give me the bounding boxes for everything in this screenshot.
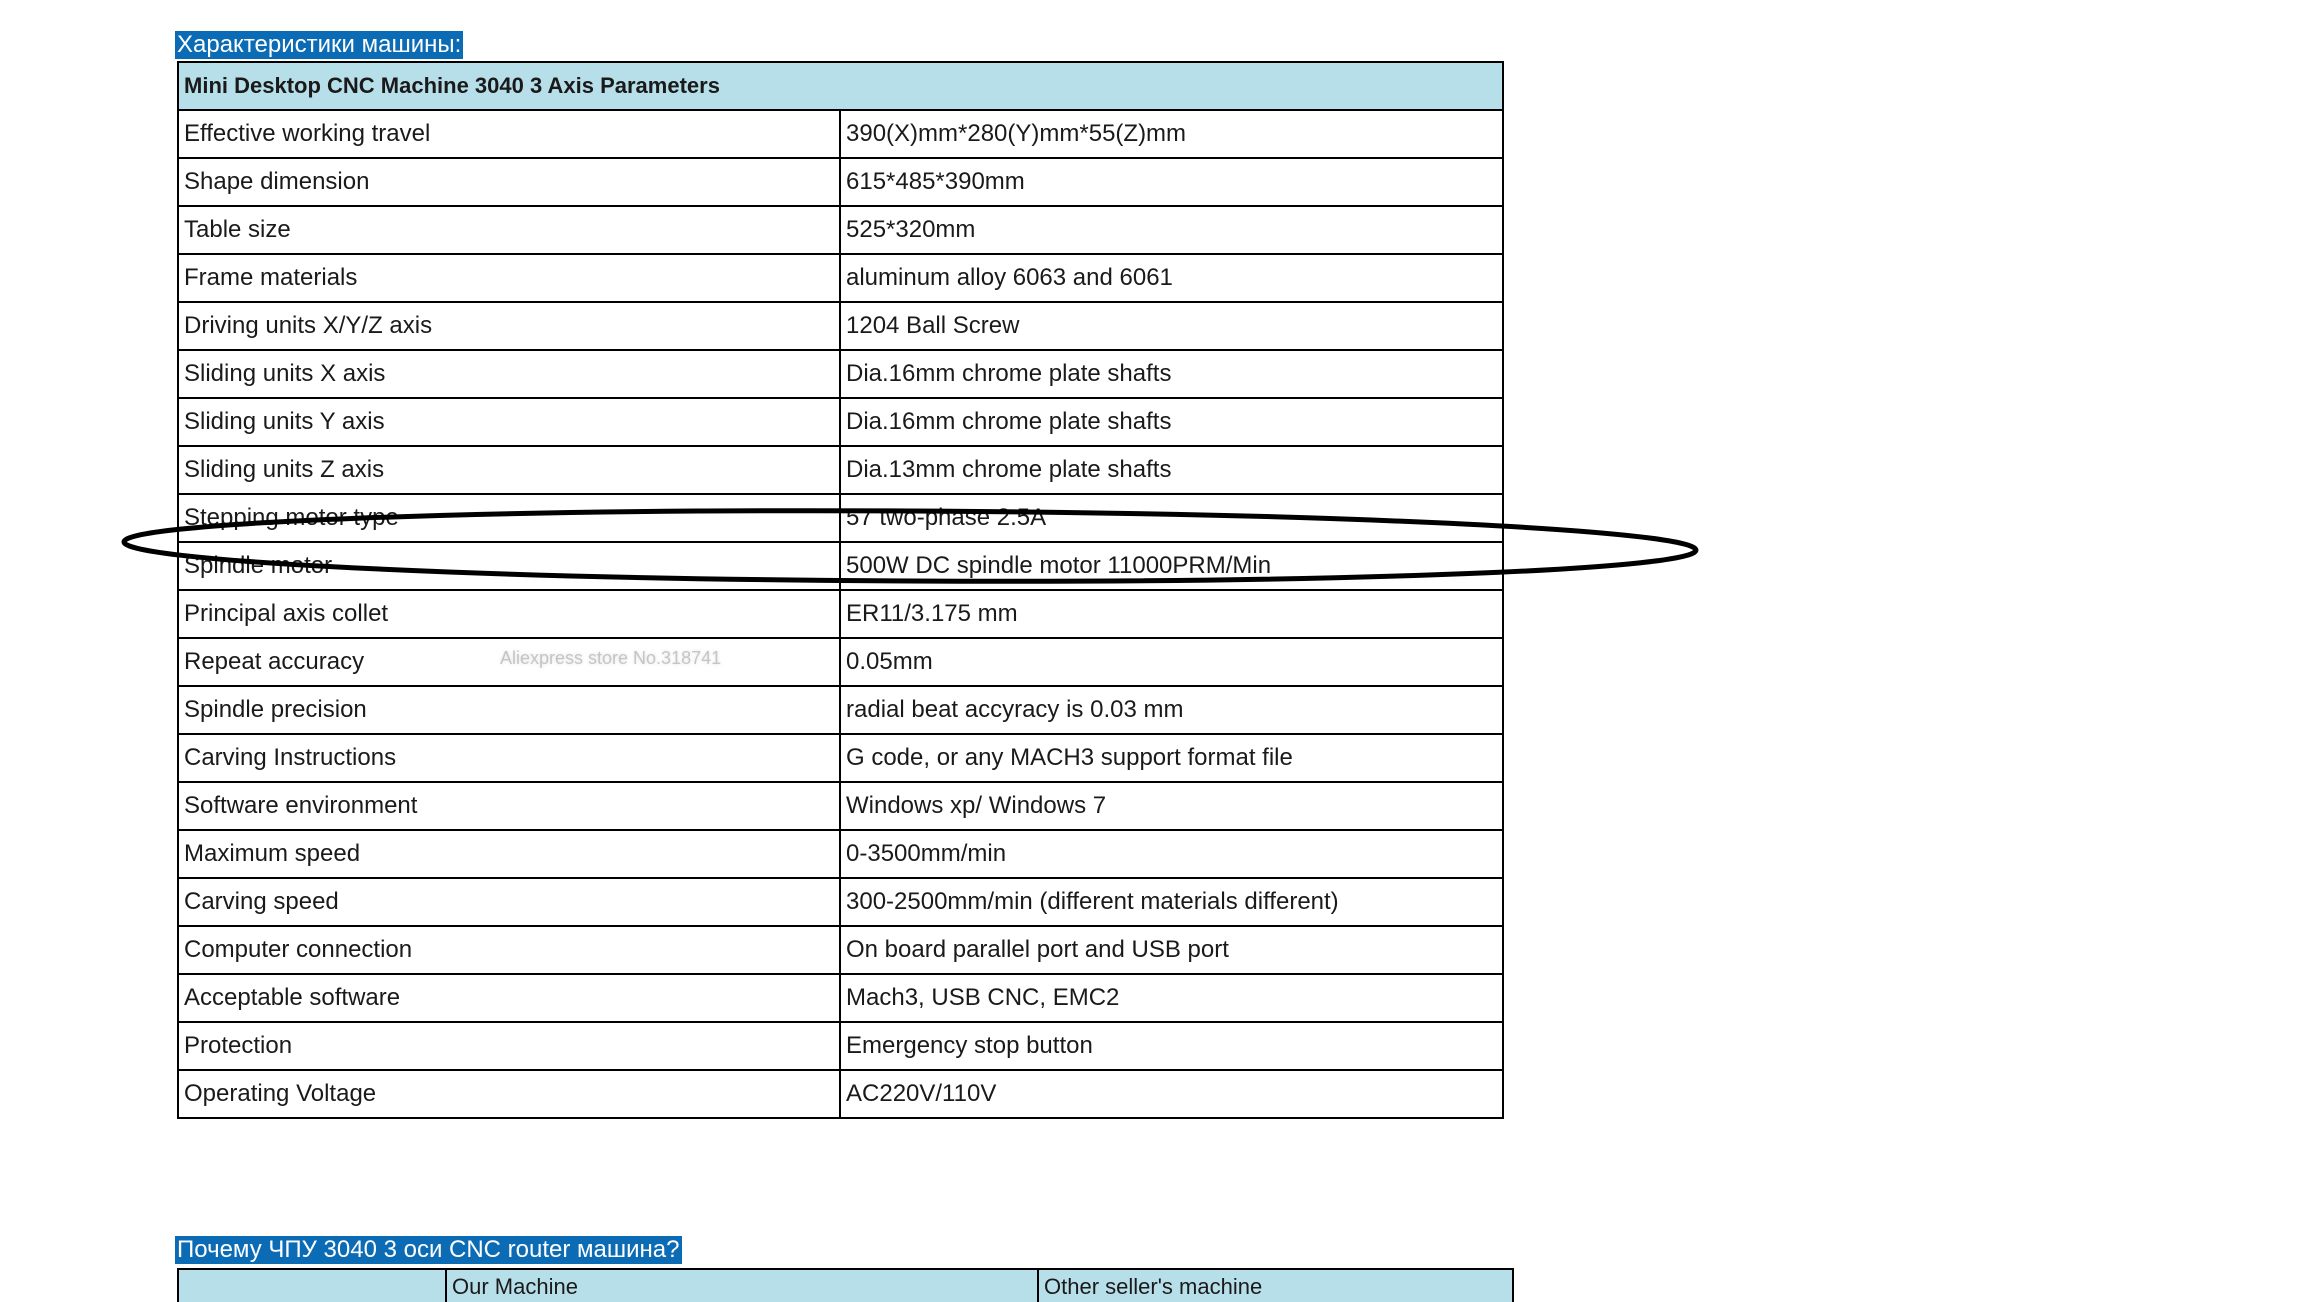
param-label: Acceptable software <box>178 974 840 1022</box>
param-label: Software environment <box>178 782 840 830</box>
table-row <box>178 302 1503 350</box>
comparison-header-our: Our Machine <box>446 1269 1038 1302</box>
table-row <box>178 1022 1503 1070</box>
table-row <box>178 782 1503 830</box>
comparison-table <box>177 1268 1514 1302</box>
param-label: Sliding units Y axis <box>178 398 840 446</box>
param-value: radial beat accyracy is 0.03 mm <box>840 686 1503 734</box>
param-value: 390(X)mm*280(Y)mm*55(Z)mm <box>840 110 1503 158</box>
table-row <box>178 542 1503 590</box>
param-value: Dia.13mm chrome plate shafts <box>840 446 1503 494</box>
param-label: Principal axis collet <box>178 590 840 638</box>
table-row <box>178 638 1503 686</box>
table-row <box>178 398 1503 446</box>
param-label: Spindle motor <box>178 542 840 590</box>
param-label: Sliding units Z axis <box>178 446 840 494</box>
table-row <box>178 350 1503 398</box>
table-row <box>178 878 1503 926</box>
param-label: Computer connection <box>178 926 840 974</box>
param-label: Carving Instructions <box>178 734 840 782</box>
param-value: 300-2500mm/min (different materials different) <box>840 878 1503 926</box>
store-watermark: Aliexpress store No.318741 <box>500 648 722 668</box>
param-label: Frame materials <box>178 254 840 302</box>
param-label: Operating Voltage <box>178 1070 840 1118</box>
table-row <box>178 110 1503 158</box>
comparison-header-blank <box>178 1269 446 1302</box>
param-label: Table size <box>178 206 840 254</box>
param-label: Effective working travel <box>178 110 840 158</box>
param-label: Carving speed <box>178 878 840 926</box>
param-value: Dia.16mm chrome plate shafts <box>840 398 1503 446</box>
param-value: AC220V/110V <box>840 1070 1503 1118</box>
param-value: 615*485*390mm <box>840 158 1503 206</box>
comparison-header-other: Other seller's machine <box>1038 1269 1513 1302</box>
param-label: Shape dimension <box>178 158 840 206</box>
param-value: Dia.16mm chrome plate shafts <box>840 350 1503 398</box>
param-value: 1204 Ball Screw <box>840 302 1503 350</box>
param-label: Maximum speed <box>178 830 840 878</box>
param-value: ER11/3.175 mm <box>840 590 1503 638</box>
table-row <box>178 830 1503 878</box>
table-row <box>178 686 1503 734</box>
table-row <box>178 494 1503 542</box>
table-row <box>178 446 1503 494</box>
param-value: aluminum alloy 6063 and 6061 <box>840 254 1503 302</box>
section-heading-why: Почему ЧПУ 3040 3 оси CNC router машина? <box>177 1236 680 1263</box>
section-heading-specs: Характеристики машины: <box>177 31 462 58</box>
param-value: 525*320mm <box>840 206 1503 254</box>
param-value: Windows xp/ Windows 7 <box>840 782 1503 830</box>
param-value: 0-3500mm/min <box>840 830 1503 878</box>
param-value: 500W DC spindle motor 11000PRM/Min <box>840 542 1503 590</box>
table-row <box>178 1070 1503 1118</box>
table-row <box>178 158 1503 206</box>
param-label: Driving units X/Y/Z axis <box>178 302 840 350</box>
param-value: 57 two-phase 2.5A <box>840 494 1503 542</box>
param-label: Repeat accuracy <box>178 638 840 686</box>
param-value: Mach3, USB CNC, EMC2 <box>840 974 1503 1022</box>
table-row <box>178 974 1503 1022</box>
spec-table-title-row <box>178 62 1503 110</box>
param-value: G code, or any MACH3 support format file <box>840 734 1503 782</box>
spec-table-title: Mini Desktop CNC Machine 3040 3 Axis Parameters <box>178 62 1503 110</box>
param-label: Sliding units X axis <box>178 350 840 398</box>
table-row <box>178 206 1503 254</box>
param-value: Emergency stop button <box>840 1022 1503 1070</box>
comparison-header-row <box>178 1269 1513 1302</box>
table-row <box>178 734 1503 782</box>
table-row <box>178 590 1503 638</box>
param-value: On board parallel port and USB port <box>840 926 1503 974</box>
param-label: Protection <box>178 1022 840 1070</box>
param-value: 0.05mm <box>840 638 1503 686</box>
param-label: Stepping motor type <box>178 494 840 542</box>
table-row <box>178 926 1503 974</box>
table-row <box>178 254 1503 302</box>
spec-table <box>177 61 1504 1119</box>
param-label: Spindle precision <box>178 686 840 734</box>
